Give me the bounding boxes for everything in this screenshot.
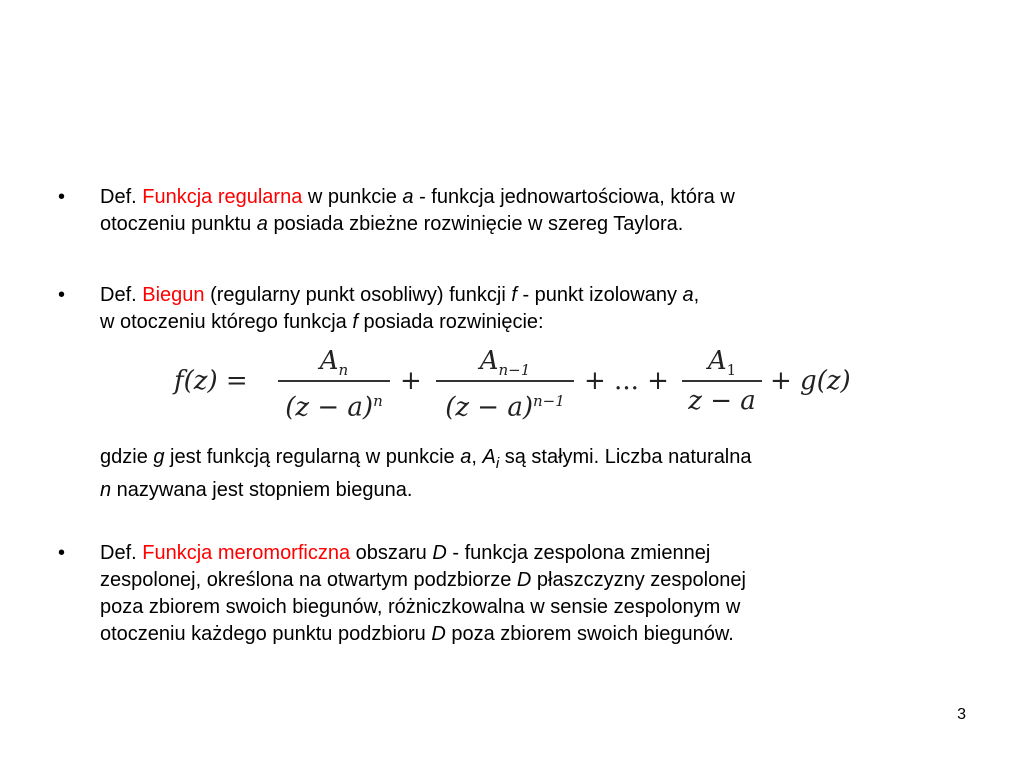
formula-superscript: n−1 [533,392,565,410]
math-var: D [431,623,446,645]
fraction-denominator [278,384,390,423]
formula-subscript: n−1 [498,361,531,380]
text-span: gdzie [100,446,154,468]
text-span: , [693,284,700,306]
text-span: w otoczeniu którego funkcja [100,311,353,333]
math-var: D [432,542,447,564]
math-subscript: i [495,455,500,472]
text-span: są stałymi. Liczba naturalna [499,446,752,468]
text-span: (regularny punkt osobliwy) funkcji [204,284,512,306]
math-var: D [516,569,532,591]
text-span: płaszczyzny zespolonej [531,569,746,591]
term-pole: Biegun [142,284,205,306]
page-number: 3 [957,706,966,723]
def-prefix: Def. [100,284,143,306]
laurent-formula [174,344,864,424]
bullet-text [100,540,950,648]
math-var: a [402,186,414,208]
text-span: , [471,446,483,468]
formula-subscript: 1 [726,361,737,380]
formula-lhs [174,366,248,396]
text-span: w punkcie [302,186,403,208]
formula-tail: + g(z) [770,366,851,396]
text-line [100,309,950,336]
text-span: jest funkcją regularną w punkcie [164,446,461,468]
math-var: a [256,213,268,235]
text-span: otoczeniu każdego punktu podzbioru [100,623,432,645]
math-var: A [482,446,496,468]
fraction-3 [682,344,762,418]
fraction-bar [278,380,390,382]
text-span: otoczeniu punktu [100,213,257,235]
text-line [100,184,950,211]
text-line [100,211,950,238]
plus-ellipsis: + ... + [584,366,669,396]
formula-subscript: n [338,361,349,380]
explanation-text [100,444,950,504]
formula-text: (z − a) [285,392,374,423]
bullet-marker: • [58,186,66,208]
fraction-numerator [278,344,390,378]
fraction-numerator [436,344,574,378]
def-prefix: Def. [100,542,143,564]
formula-text: A [479,346,499,376]
text-span: - punkt izolowany [516,284,683,306]
text-line [100,540,950,567]
math-var: a [460,446,472,468]
fraction-denominator [436,384,574,423]
text-span: nazywana jest stopniem bieguna. [111,479,413,501]
text-span: posiada rozwinięcie: [357,311,544,333]
plus-sign: + [400,366,422,396]
math-var: n [100,479,112,501]
text-line: poza zbiorem swoich biegunów, różniczkowalna w sensie zespolonym w [100,596,741,618]
formula-text: A [319,346,339,376]
text-span: - funkcja zespolona zmiennej [446,542,711,564]
def-prefix: Def. [100,186,143,208]
fraction-bar [436,380,574,382]
term-regular-function: Funkcja regularna [142,186,303,208]
text-span: - funkcja jednowartościowa, która w [413,186,735,208]
term-meromorphic-function: Funkcja meromorficzna [142,542,351,564]
fraction-bar [682,380,762,382]
bullet-marker: • [58,542,66,564]
text-span: posiada zbieżne rozwinięcie w szereg Taylora. [267,213,684,235]
bullet-text [100,282,950,336]
fraction-numerator [682,344,762,378]
math-var: a [682,284,694,306]
text-line [100,477,950,504]
text-span: obszaru [350,542,433,564]
formula-text: (z − a) [445,392,534,423]
fraction-1 [278,344,390,423]
math-var: g [153,446,165,468]
fraction-denominator: z − a [688,386,756,416]
formula-text: A [707,346,727,376]
bullet-marker: • [58,284,66,306]
text-line [100,282,950,309]
formula-superscript: n [373,392,383,410]
text-line [100,444,950,477]
text-line [100,567,950,594]
text-span: poza zbiorem swoich biegunów. [445,623,734,645]
math-var: f [352,311,358,333]
fraction-2 [436,344,574,423]
math-var: f [511,284,517,306]
text-line [100,621,950,648]
bullet-text [100,184,950,238]
text-span: zespolonej, określona na otwartym podzbiorze [100,569,517,591]
formula-lhs-text: f(z) = [174,366,248,396]
